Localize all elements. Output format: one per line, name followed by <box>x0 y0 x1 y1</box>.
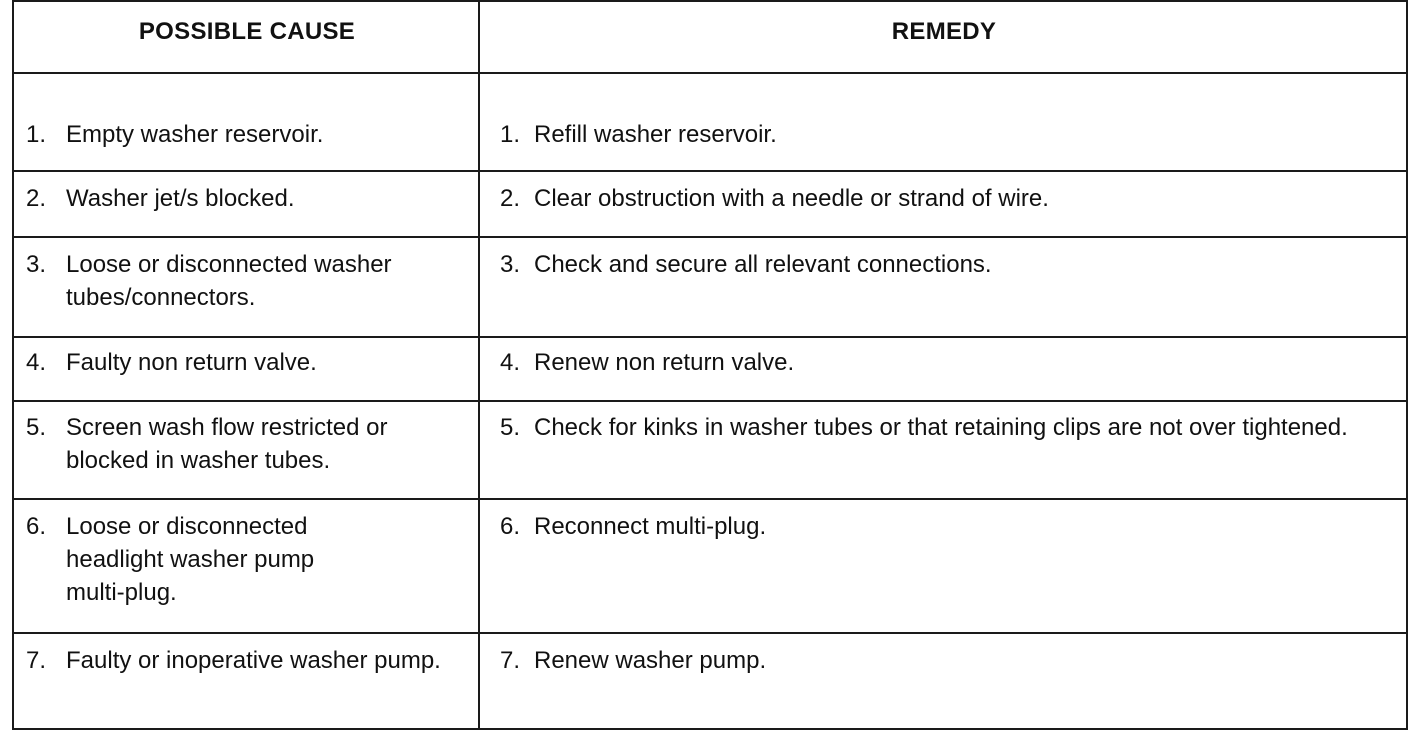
remedy-cell <box>480 500 1408 543</box>
table-header-row <box>14 2 1406 74</box>
cause-text: Loose or disconnected headlight washer pump multi-plug. <box>66 513 315 606</box>
remedy-text: Refill washer reservoir. <box>534 121 777 148</box>
cause-text: Faulty non return valve. <box>66 349 317 376</box>
remedy-cell <box>480 338 1408 379</box>
cause-cell <box>14 74 480 151</box>
remedy-number: 3. <box>500 251 521 278</box>
cause-cell <box>14 500 480 609</box>
remedy-text: Check and secure all relevant connections. <box>534 251 992 278</box>
remedy-cell <box>480 74 1408 151</box>
cause-text: Screen wash flow restricted or blocked in washer tubes. <box>66 414 388 474</box>
cause-number: 3. <box>26 251 47 278</box>
cause-text: Faulty or inoperative washer pump. <box>66 647 441 674</box>
remedy-number: 6. <box>500 513 521 540</box>
cause-cell <box>14 634 480 677</box>
cause-number: 6. <box>26 513 47 540</box>
remedy-number: 1. <box>500 121 521 148</box>
troubleshooting-table <box>12 0 1408 730</box>
cause-number: 5. <box>26 414 47 441</box>
cause-cell <box>14 402 480 477</box>
cause-text: Loose or disconnected washer tubes/connectors. <box>66 251 392 311</box>
table-row <box>14 402 1406 500</box>
cause-number: 1. <box>26 121 47 148</box>
remedy-text: Check for kinks in washer tubes or that retaining clips are not over tightened. <box>534 414 1348 441</box>
remedy-cell <box>480 172 1408 215</box>
table-row <box>14 172 1406 238</box>
remedy-number: 5. <box>500 414 521 441</box>
table-row <box>14 74 1406 172</box>
cause-number: 7. <box>26 647 47 674</box>
remedy-cell <box>480 634 1408 677</box>
remedy-text: Reconnect multi-plug. <box>534 513 767 540</box>
remedy-text: Renew non return valve. <box>534 349 795 376</box>
remedy-cell <box>480 238 1408 281</box>
table-row <box>14 338 1406 402</box>
remedy-number: 4. <box>500 349 521 376</box>
table-row <box>14 634 1406 730</box>
remedy-text: Clear obstruction with a needle or strand of wire. <box>534 185 1049 212</box>
remedy-text: Renew washer pump. <box>534 647 767 674</box>
remedy-number: 2. <box>500 185 521 212</box>
cause-cell <box>14 172 480 215</box>
header-remedy: REMEDY <box>891 18 997 45</box>
cause-number: 4. <box>26 349 47 376</box>
cause-number: 2. <box>26 185 47 212</box>
table-row <box>14 238 1406 338</box>
table-row <box>14 500 1406 634</box>
header-possible-cause: POSSIBLE CAUSE <box>138 18 356 45</box>
remedy-cell <box>480 402 1408 444</box>
cause-text: Washer jet/s blocked. <box>66 185 295 212</box>
cause-cell <box>14 338 480 379</box>
remedy-number: 7. <box>500 647 521 674</box>
cause-cell <box>14 238 480 314</box>
cause-text: Empty washer reservoir. <box>66 121 324 148</box>
